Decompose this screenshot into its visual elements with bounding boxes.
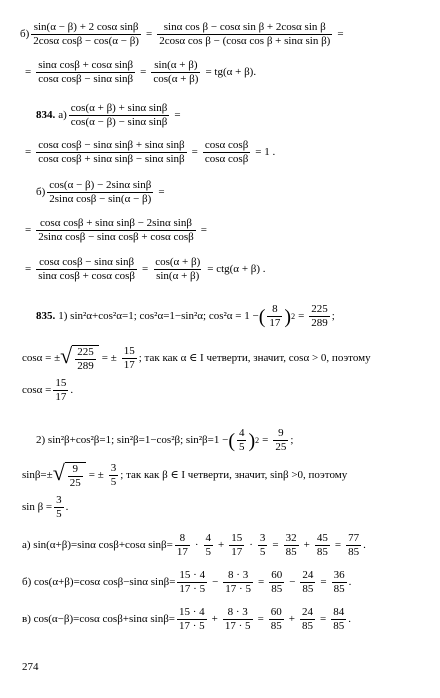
fraction [267,304,282,329]
formula-row [36,180,168,205]
formula-row [36,428,293,453]
math-operator: = ctg(α + β) . [207,263,266,275]
fraction [315,533,330,558]
fraction-denominator: 5 [56,508,62,520]
fraction-denominator: 5 [259,546,266,558]
fraction [332,570,347,595]
fraction-numerator: cosα cosβ [204,139,249,151]
formula-row [22,60,259,85]
fraction-denominator: cosα cosβ [204,153,249,165]
formula-row [22,257,269,282]
math-operator: = [158,186,165,198]
math-text: б) cos(α+β)=cosα cosβ−sinα sinβ= [22,576,176,588]
fraction-denominator: 25 [275,441,287,453]
fraction-denominator: cosα cosβ − sinα sinβ [38,73,134,85]
fraction-numerator: sin(α − β) + 2 cosα sinβ [33,21,139,33]
math-operator: = tg(α + β). [205,66,257,78]
fraction [229,533,244,558]
fraction [300,570,315,595]
fraction [177,570,207,595]
fraction-denominator: 85 [302,620,313,632]
fraction [223,570,253,595]
radical-sign: √ [60,343,73,368]
math-operator: = [25,224,32,236]
math-text: ; так как α ∈ I четверти, значит, cosα > 0, поэтому [138,352,371,364]
math-operator: = [320,613,327,625]
fraction [269,570,284,595]
fraction-denominator: sin(α + β) [156,270,200,282]
fraction-numerator: 60 [271,569,283,581]
fraction [331,607,346,632]
fraction-denominator: 85 [285,546,297,558]
formula-line [22,607,351,632]
math-operator: = [145,28,153,40]
fraction-numerator: 8 [179,532,186,544]
fraction [53,378,68,403]
fraction-denominator: 17 [269,317,281,329]
radicand [72,345,99,372]
fraction-denominator: 2sinα cosβ − sin(α − β) [49,193,152,205]
formula-row [20,22,347,47]
fraction-denominator: 17 · 5 [179,620,205,632]
fraction-numerator: sinα cos β − cosα sin β + 2cosα sin β [163,21,326,33]
formula-row [22,140,278,165]
fraction-denominator: 85 [348,546,360,558]
fraction [31,22,141,47]
formula-line [22,462,347,489]
fraction-numerator: 8 · 3 [227,606,248,618]
fraction [36,140,186,165]
math-operator: = ± [101,352,117,364]
fraction [269,607,284,632]
math-text: sin β = [22,501,53,513]
fraction [36,60,135,85]
formula-line [22,60,259,85]
fraction [109,463,119,488]
math-operator: = ± [88,469,104,481]
open-paren: ( [228,429,235,452]
fraction [177,607,207,632]
fraction-numerator: 15 [55,377,67,389]
fraction-numerator: 8 · 3 [228,569,249,581]
formula-line [22,495,68,520]
math-text: . [70,384,74,396]
fraction [54,495,64,520]
fraction [175,533,190,558]
fraction-numerator: 9 [72,463,79,475]
math-operator: · [194,539,199,551]
fraction-numerator: 15 · 4 [179,569,206,581]
math-text: а) sin(α+β)=sinα cosβ+cosα sinβ= [22,539,173,551]
math-text: 1) sin²α+cos²α=1; cos²α=1−sin²α; cos²α = 1 − [58,310,259,322]
fraction [153,257,202,282]
math-text: б) [36,186,46,198]
fraction-numerator: cos(α + β) + sinα sinβ [70,102,168,114]
fraction-denominator: 289 [77,360,94,372]
fraction [157,22,332,47]
parenthesized-fraction: ( $\frac{4}{5}$ ) 2 [228,427,260,453]
fraction [258,533,268,558]
math-text: . [348,576,352,588]
fraction-numerator: sinα cosβ + cosα sinβ [38,59,134,71]
math-operator: + [288,613,295,625]
math-text: в) cos(α−β)=cosα cosβ+sinα sinβ= [22,613,175,625]
math-text: ; так как β ∈ I четверти, значит, sinβ >0, поэтому [120,469,348,481]
fraction-denominator: 2cosα cos β − (cosα cos β + sinα sin β) [159,35,331,47]
fraction [122,346,137,371]
formula-row [36,304,335,329]
fraction-numerator: cosα cosβ − sinα sinβ + sinα sinβ [38,139,185,151]
formula-line [22,570,351,595]
math-text: а) [58,109,67,121]
fraction-denominator: 17 [176,546,188,558]
fraction [36,218,196,243]
fraction-denominator: 17 · 5 [224,620,251,632]
fraction-numerator: 24 [302,606,313,618]
square-root [53,462,86,489]
fraction [69,103,170,128]
fraction-denominator: 5 [110,476,117,488]
math-text: . [65,501,69,513]
math-operator: · [249,539,253,551]
fraction-denominator: 85 [271,583,283,595]
math-operator: = 1 . [255,146,276,158]
fraction-numerator: cos(α − β) − 2sinα sinβ [49,179,152,191]
math-operator: = [25,66,32,78]
fraction-numerator: 77 [348,532,360,544]
fraction-numerator: 36 [333,569,345,581]
fraction-numerator: 60 [270,606,282,618]
math-operator: = [25,146,32,158]
formula-row [22,607,351,632]
math-operator: − [289,576,296,588]
fraction [309,304,330,329]
fraction-denominator: 85 [333,583,345,595]
fraction-numerator: cosα cosβ − sinα sinβ [39,256,135,268]
math-operator: + [218,539,225,551]
fraction-denominator: 17 · 5 [225,583,251,595]
fraction-denominator: 85 [333,620,345,632]
fraction [36,257,137,282]
formula-line [22,378,73,403]
formula-row [22,218,210,243]
parenthesized-fraction: ( $\frac{8}{17}$ ) 2 [258,303,296,329]
fraction-numerator: 9 [278,427,284,439]
math-operator: = [257,576,265,588]
formula-line [36,428,293,453]
fraction-numerator: 15 [231,532,243,544]
square-root [60,345,99,372]
fraction [237,428,247,453]
fraction-numerator: cosα cosβ + sinα sinβ − 2sinα sinβ [40,217,192,229]
math-text: . [348,613,351,625]
math-text: sinβ=± [22,469,53,481]
math-operator: = [272,539,279,551]
fraction [284,533,299,558]
fraction-denominator: 5 [238,441,245,453]
formula-line [22,218,210,243]
math-operator: = [141,263,149,275]
fraction-numerator: 3 [56,494,62,506]
formula-row [22,462,347,489]
fraction-denominator: 85 [270,620,282,632]
formula-row [36,103,184,128]
radicand [65,462,86,489]
close-paren: ) [248,429,256,452]
math-text: б) [20,28,30,40]
math-operator: + [303,539,310,551]
math-text: 2) sin²β+cos²β=1; sin²β=1−cos²β; sin²β=1 − [36,434,229,446]
fraction [204,533,214,558]
fraction-numerator: 24 [302,569,314,581]
fraction-numerator: 4 [205,532,212,544]
math-operator: = [25,263,32,275]
math-operator: = [298,310,305,322]
exercise-number: 835. [36,310,56,322]
formula-line [36,103,184,128]
fraction-denominator: cosα cosβ + sinα sinβ − sinα sinβ [38,153,185,165]
fraction-numerator: 45 [316,532,328,544]
fraction-numerator: cos(α + β) [155,256,201,268]
fraction [346,533,361,558]
math-operator: − [212,576,219,588]
fraction-denominator: 85 [316,546,328,558]
math-operator: + [211,613,218,625]
formula-row [22,570,351,595]
fraction-denominator: 17 [231,546,243,558]
math-operator: = [174,109,181,121]
formula-row [22,533,366,558]
fraction-denominator: 25 [69,477,81,489]
formula-line [22,140,278,165]
fraction-denominator: 17 [123,359,135,371]
math-text: cosα = [22,384,52,396]
fraction-denominator: 17 · 5 [179,583,206,595]
exercise-number: 834. [36,109,56,121]
fraction [300,607,315,632]
math-operator: = [334,539,342,551]
formula-line [36,180,168,205]
formula-row [22,378,73,403]
fraction-numerator: 84 [333,606,345,618]
formula-row [22,495,68,520]
formula-line [22,345,371,372]
fraction [68,464,83,489]
fraction-denominator: 289 [311,317,328,329]
fraction-numerator: 4 [238,427,245,439]
close-paren: ) [284,305,292,328]
formula-line [36,304,335,329]
fraction-denominator: 5 [205,546,212,558]
math-operator: = [337,28,344,40]
fraction-numerator: sin(α + β) [154,59,198,71]
fraction-denominator: 2cosα cosβ − cos(α − β) [33,35,139,47]
fraction-numerator: 225 [77,346,94,358]
fraction-denominator: 85 [302,583,314,595]
math-operator: = [140,66,147,78]
fraction-numerator: 3 [259,532,266,544]
formula-row [22,345,371,372]
fraction-denominator: 17 [55,391,67,403]
math-text: cosα = ± [22,352,61,364]
formula-line [22,533,366,558]
math-text: . [363,539,366,551]
formula-line [20,22,347,47]
fraction-numerator: 15 · 4 [179,606,205,618]
fraction [273,428,288,453]
math-operator: = [200,224,208,236]
fraction [47,180,153,205]
radical-sign: √ [52,460,65,485]
fraction-numerator: 15 [123,345,135,357]
fraction [203,140,250,165]
fraction-numerator: 8 [272,303,278,315]
fraction [75,347,96,372]
fraction [151,60,200,85]
fraction-numerator: 225 [311,303,328,315]
math-operator: = [191,146,198,158]
page-number: 274 [22,661,39,673]
math-operator: = [257,613,264,625]
fraction-denominator: cos(α + β) [153,73,199,85]
open-paren: ( [258,305,266,328]
math-text: ; [331,310,335,322]
fraction-numerator: 32 [285,532,297,544]
math-operator: = [320,576,327,588]
fraction [223,607,253,632]
formula-line [22,257,269,282]
fraction-numerator: 3 [110,462,117,474]
math-text: ; [290,434,294,446]
fraction-denominator: cos(α − β) − sinα sinβ [70,116,168,128]
fraction-denominator: sinα cosβ + cosα cosβ [38,270,135,282]
math-operator: = [262,434,269,446]
fraction-denominator: 2sinα cosβ − sinα cosβ + cosα cosβ [38,231,194,243]
